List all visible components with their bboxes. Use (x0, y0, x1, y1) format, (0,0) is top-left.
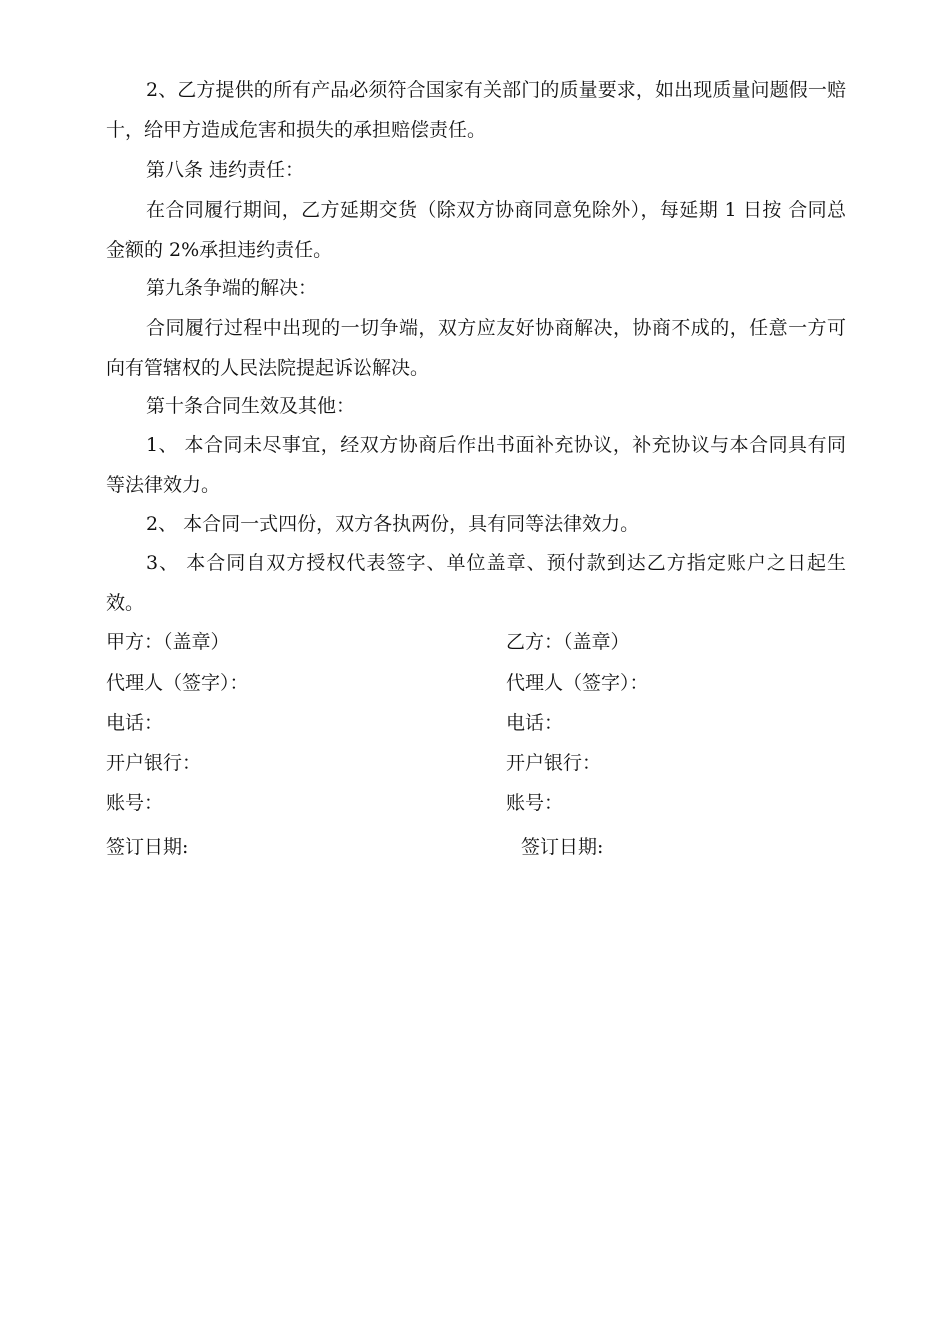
party-b-account: 账号： (506, 792, 564, 814)
article-9-paragraph: 合同履行过程中出现的一切争端，双方应友好协商解决，协商不成的，任意一方可向有管辖权的人民法院提起诉讼解决。 (106, 317, 846, 379)
party-b-bank: 开户银行： (506, 752, 602, 774)
article-10-item-3: 3、 本合同自双方授权代表签字、单位盖章、预付款到达乙方指定账户之日起生效。 (106, 552, 846, 614)
party-a-bank: 开户银行： (106, 752, 202, 774)
article-9-heading: 第九条争端的解决： (146, 277, 318, 299)
party-a-title: 甲方：（盖章） (106, 631, 230, 653)
party-b-phone: 电话： (506, 712, 564, 734)
party-a-agent: 代理人（签字）： (106, 672, 249, 694)
party-b-agent: 代理人（签字）： (506, 672, 649, 694)
party-b-date: 签订日期: (521, 836, 604, 858)
article-10-item-1: 1、 本合同未尽事宜，经双方协商后作出书面补充协议，补充协议与本合同具有同等法律效力。 (106, 434, 846, 496)
clause-quality-paragraph: 2、乙方提供的所有产品必须符合国家有关部门的质量要求，如出现质量问题假一赔十，给甲方造成危害和损失的承担赔偿责任。 (106, 79, 846, 141)
article-8-paragraph: 在合同履行期间，乙方延期交货（除双方协商同意免除外），每延期 1 日按 合同总金额的 2%承担违约责任。 (106, 199, 846, 261)
party-a-phone: 电话： (106, 712, 164, 734)
article-10-item-2: 2、 本合同一式四份，双方各执两份，具有同等法律效力。 (146, 513, 640, 535)
article-10-heading: 第十条合同生效及其他： (146, 395, 356, 417)
party-a-account: 账号： (106, 792, 164, 814)
party-a-date: 签订日期: (106, 836, 189, 858)
article-8-heading: 第八条 违约责任： (146, 159, 305, 181)
party-b-title: 乙方：（盖章） (506, 631, 630, 653)
